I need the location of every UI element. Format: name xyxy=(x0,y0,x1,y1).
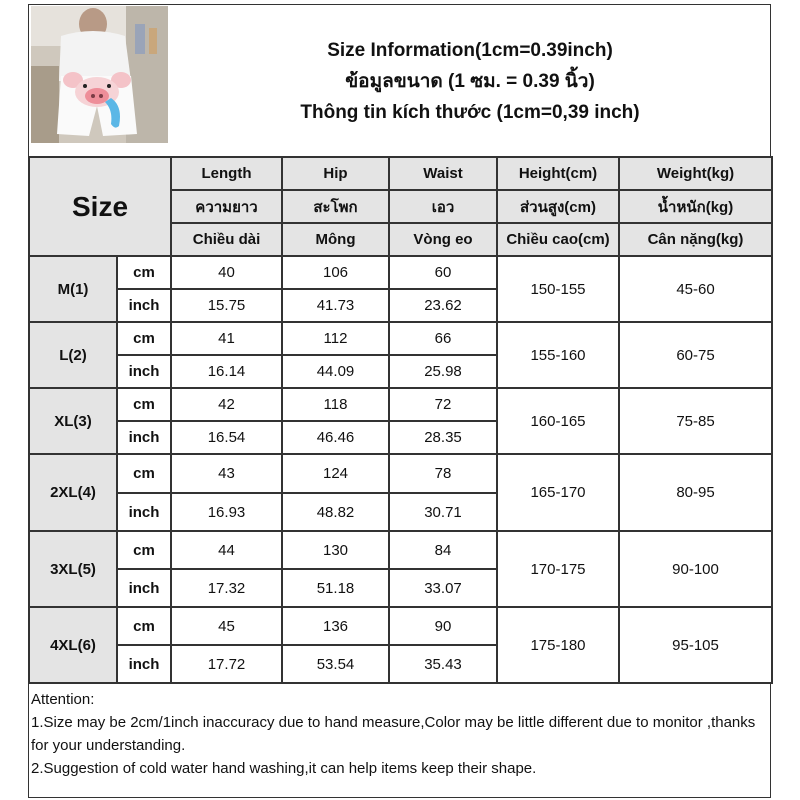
unit-cm: cm xyxy=(117,322,171,355)
unit-cm: cm xyxy=(117,454,171,493)
product-photo xyxy=(31,6,168,143)
waist-inch-value: 28.35 xyxy=(389,421,497,454)
height-range: 155-160 xyxy=(497,322,619,388)
waist-cm-value: 84 xyxy=(389,531,497,569)
header-row-english xyxy=(29,157,772,190)
waist-inch-value: 35.43 xyxy=(389,645,497,683)
waist-inch-value: 30.71 xyxy=(389,493,497,531)
size-rows xyxy=(29,256,772,683)
weight-range: 80-95 xyxy=(619,454,772,531)
length-cm-value: 44 xyxy=(171,531,282,569)
size-label: M(1) xyxy=(29,256,117,322)
unit-cm: cm xyxy=(117,256,171,289)
column-header-waist-thai: เอว xyxy=(389,190,497,223)
size-label: 4XL(6) xyxy=(29,607,117,683)
column-header-waist: Waist xyxy=(389,157,497,190)
length-cm-value: 43 xyxy=(171,454,282,493)
waist-cm-value: 66 xyxy=(389,322,497,355)
size-row-cm xyxy=(29,531,772,569)
attention-note-2: 2.Suggestion of cold water hand washing,it can help items keep their shape. xyxy=(31,760,537,777)
size-row-cm xyxy=(29,256,772,289)
size-label: XL(3) xyxy=(29,388,117,454)
weight-range: 45-60 xyxy=(619,256,772,322)
column-header-weight: Weight(kg) xyxy=(619,157,772,190)
hip-inch-value: 48.82 xyxy=(282,493,389,531)
length-cm-value: 40 xyxy=(171,256,282,289)
waist-cm-value: 78 xyxy=(389,454,497,493)
column-header-length-thai: ความยาว xyxy=(171,190,282,223)
hip-inch-value: 41.73 xyxy=(282,289,389,322)
unit-cm: cm xyxy=(117,531,171,569)
weight-range: 75-85 xyxy=(619,388,772,454)
attention-note-1: 1.Size may be 2cm/1inch inaccuracy due to hand measure,Color may be little different due to monitor ,thanks for your understanding. xyxy=(31,714,756,754)
waist-cm-value: 90 xyxy=(389,607,497,645)
column-header-length: Length xyxy=(171,157,282,190)
hip-cm-value: 106 xyxy=(282,256,389,289)
waist-inch-value: 23.62 xyxy=(389,289,497,322)
size-label: L(2) xyxy=(29,322,117,388)
length-inch-value: 17.72 xyxy=(171,645,282,683)
unit-inch: inch xyxy=(117,421,171,454)
height-range: 150-155 xyxy=(497,256,619,322)
unit-inch: inch xyxy=(117,645,171,683)
column-header-waist-vietnamese: Vòng eo xyxy=(389,223,497,256)
hip-inch-value: 51.18 xyxy=(282,569,389,607)
column-header-weight-thai: น้ำหนัก(kg) xyxy=(619,190,772,223)
size-row-cm xyxy=(29,388,772,421)
waist-cm-value: 72 xyxy=(389,388,497,421)
waist-cm-value: 60 xyxy=(389,256,497,289)
length-inch-value: 16.54 xyxy=(171,421,282,454)
attention-notes xyxy=(31,688,766,780)
length-cm-value: 45 xyxy=(171,607,282,645)
column-header-weight-vietnamese: Cân nặng(kg) xyxy=(619,223,772,256)
hip-inch-value: 46.46 xyxy=(282,421,389,454)
height-range: 175-180 xyxy=(497,607,619,683)
weight-range: 90-100 xyxy=(619,531,772,607)
hip-inch-value: 53.54 xyxy=(282,645,389,683)
unit-inch: inch xyxy=(117,569,171,607)
column-header-height: Height(cm) xyxy=(497,157,619,190)
title-vietnamese: Thông tin kích thước (1cm=0,39 inch) xyxy=(300,101,640,123)
attention-heading: Attention: xyxy=(31,691,95,708)
length-inch-value: 17.32 xyxy=(171,569,282,607)
column-header-length-vietnamese: Chiều dài xyxy=(171,223,282,256)
unit-cm: cm xyxy=(117,607,171,645)
unit-inch: inch xyxy=(117,289,171,322)
column-header-height-thai: ส่วนสูง(cm) xyxy=(497,190,619,223)
height-range: 160-165 xyxy=(497,388,619,454)
length-inch-value: 16.14 xyxy=(171,355,282,388)
product-photo-image xyxy=(31,6,168,143)
unit-inch: inch xyxy=(117,355,171,388)
size-information-header xyxy=(170,6,770,156)
length-inch-value: 15.75 xyxy=(171,289,282,322)
size-row-cm xyxy=(29,607,772,645)
length-cm-value: 42 xyxy=(171,388,282,421)
weight-range: 60-75 xyxy=(619,322,772,388)
height-range: 170-175 xyxy=(497,531,619,607)
title-thai: ข้อมูลขนาด (1 ซม. = 0.39 นิ้ว) xyxy=(345,70,595,92)
waist-inch-value: 33.07 xyxy=(389,569,497,607)
size-row-cm xyxy=(29,454,772,493)
unit-inch: inch xyxy=(117,493,171,531)
size-column-header: Size xyxy=(29,157,171,256)
size-table xyxy=(28,156,773,684)
hip-cm-value: 118 xyxy=(282,388,389,421)
title-english: Size Information(1cm=0.39inch) xyxy=(327,39,613,61)
column-header-hip: Hip xyxy=(282,157,389,190)
unit-cm: cm xyxy=(117,388,171,421)
hip-cm-value: 112 xyxy=(282,322,389,355)
weight-range: 95-105 xyxy=(619,607,772,683)
waist-inch-value: 25.98 xyxy=(389,355,497,388)
height-range: 165-170 xyxy=(497,454,619,531)
size-row-cm xyxy=(29,322,772,355)
column-header-hip-thai: สะโพก xyxy=(282,190,389,223)
hip-cm-value: 124 xyxy=(282,454,389,493)
column-header-height-vietnamese: Chiều cao(cm) xyxy=(497,223,619,256)
length-inch-value: 16.93 xyxy=(171,493,282,531)
hip-inch-value: 44.09 xyxy=(282,355,389,388)
hip-cm-value: 136 xyxy=(282,607,389,645)
column-header-hip-vietnamese: Mông xyxy=(282,223,389,256)
hip-cm-value: 130 xyxy=(282,531,389,569)
length-cm-value: 41 xyxy=(171,322,282,355)
size-label: 3XL(5) xyxy=(29,531,117,607)
size-label: 2XL(4) xyxy=(29,454,117,531)
